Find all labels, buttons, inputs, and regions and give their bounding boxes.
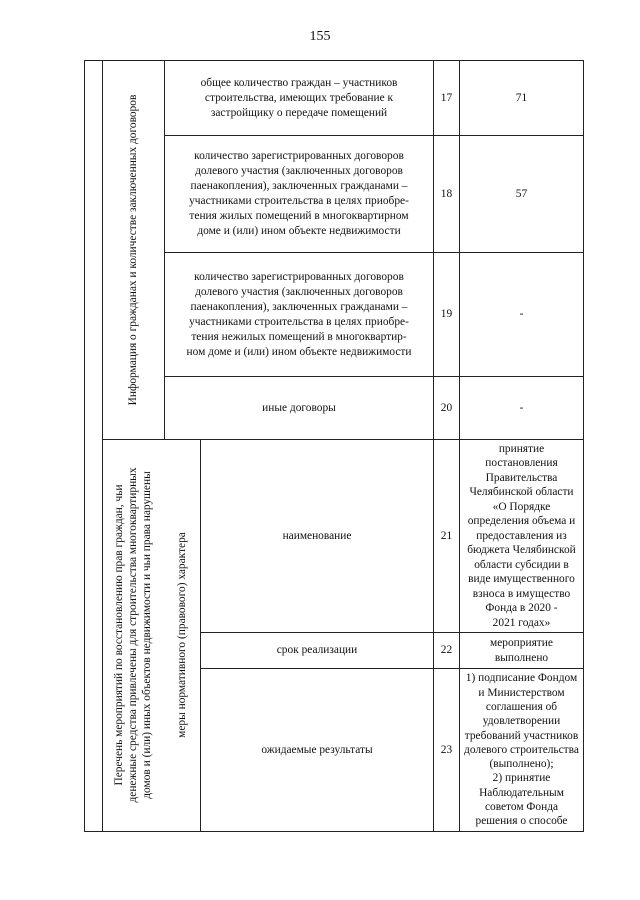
- measures-header-line: денежные средства привлечены для строительства многоквартирных: [127, 467, 139, 803]
- measures-header-line: домов и (или) иных объектов недвижимости и чьи права нарушены: [141, 471, 153, 799]
- table-left-border: [84, 60, 85, 832]
- row-23-label: ожидаемые результаты: [261, 743, 373, 756]
- narrow-column-divider: [102, 60, 103, 832]
- table-bottom-border: [84, 831, 584, 832]
- info-section-header: Информация о гражданах и количестве заключенных договоров: [127, 94, 139, 406]
- row-23-value: 1) подписание Фондом и Министерством соглашения об удовлетворении требований участников долевого строительства (выполнено); 2) принятие Наблюдательным советом Фонда решения о способе: [464, 672, 579, 828]
- row-17-value: 71: [515, 91, 528, 104]
- row-19-value: -: [519, 308, 524, 320]
- row-20-label: иные договоры: [262, 401, 336, 414]
- measures-header-line: Перечень мероприятий по восстановлению прав граждан, чьи: [113, 484, 125, 786]
- page-number: 155: [309, 29, 331, 44]
- row-21-value: принятие постановления Правительства Челябинской области «О Порядке определения объема и предоставления из бюджета Челябинской области субсидии в виде имущественного взноса в имущество Фонда в 2020 - 2021 годах»: [467, 442, 576, 629]
- row-18-label: количество зарегистрированных договоров долевого участия (заключенных договоров паенакопления), заключенных гражданами – участниками строительства в целях приобре- тения жилых помещений в многоквартирном доме и (или) ином объекте недвижимости: [189, 150, 409, 237]
- normative-subsection-header: меры нормативного (правового) характера: [176, 532, 188, 738]
- row-18-number: 18: [440, 187, 453, 200]
- row-18-value: 57: [515, 187, 528, 200]
- table-right-border: [583, 60, 584, 832]
- row-22-value: мероприятие выполнено: [490, 637, 553, 664]
- row-17-number: 17: [440, 91, 453, 104]
- row-22-number: 22: [440, 644, 453, 656]
- measures-section-header: [112, 467, 154, 802]
- data-table: [84, 60, 584, 832]
- row-17-label: общее количество граждан – участников строительства, имеющих требование к застройщику о передаче помещений: [200, 76, 398, 119]
- row-19-label: количество зарегистрированных договоров долевого участия (заключенных договоров паенакопления), заключенных гражданами – участниками строительства в целях приобре- тения нежилых помещений в многоквартир- ном доме и (или) ином объекте недвижимости: [186, 270, 412, 358]
- row-20-number: 20: [440, 401, 453, 414]
- row-22-label: срок реализации: [276, 644, 358, 656]
- row-23-number: 23: [440, 743, 453, 756]
- row-21-label: наименование: [282, 529, 352, 542]
- row-20-value: -: [519, 401, 524, 414]
- row-21-number: 21: [440, 529, 453, 542]
- row-19-number: 19: [440, 308, 453, 320]
